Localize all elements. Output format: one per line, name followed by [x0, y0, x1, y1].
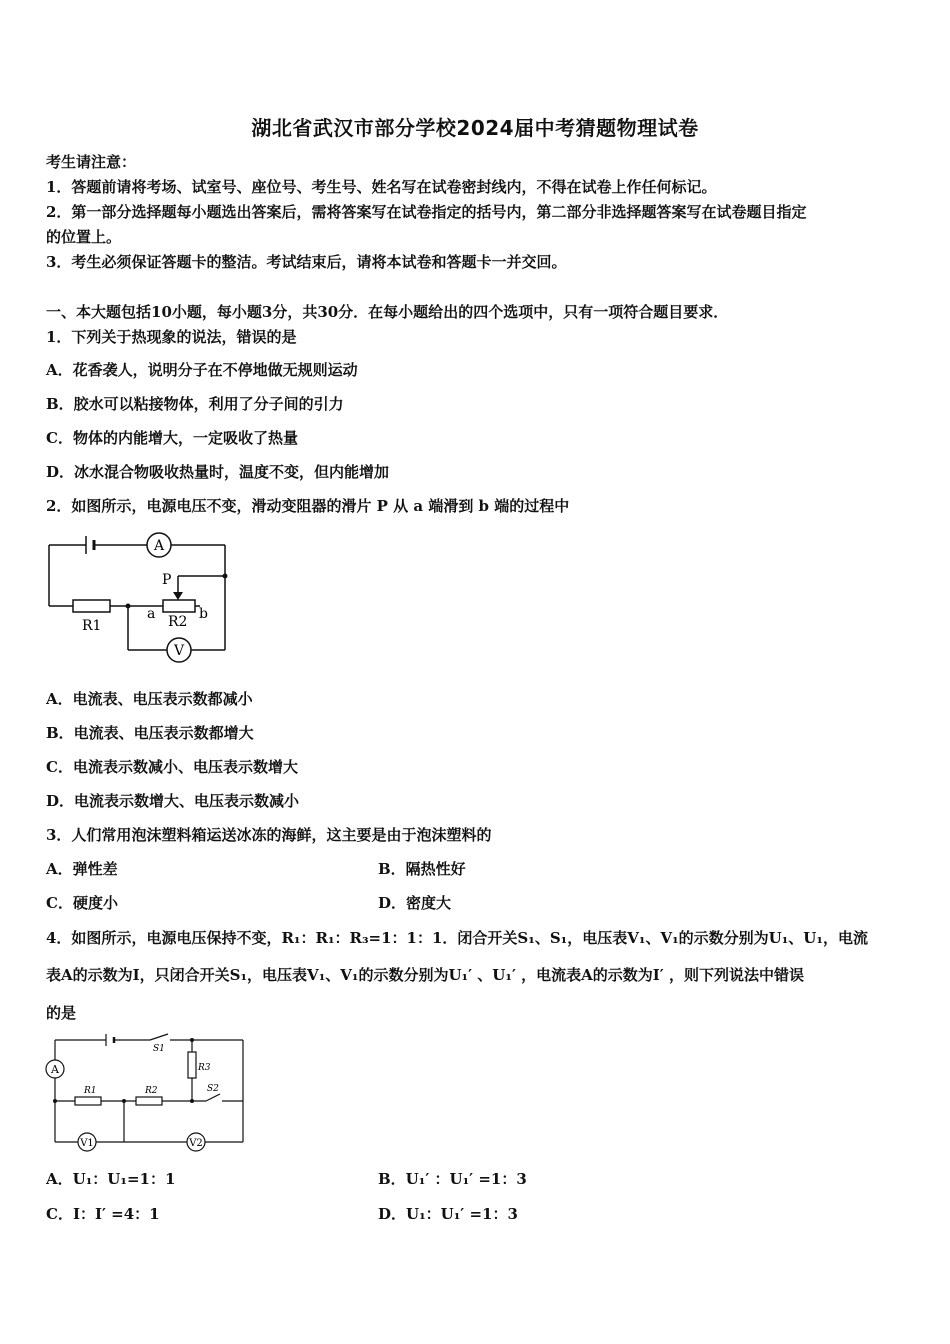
q2-option-b: B．电流表、电压表示数都增大: [46, 724, 254, 742]
q1-option-c: C．物体的内能增大，一定吸收了热量: [46, 429, 298, 447]
q1-option-b: B．胶水可以粘接物体，利用了分子间的引力: [46, 395, 344, 413]
s1-label: S1: [153, 1044, 165, 1054]
terminal-a-label: a: [147, 606, 156, 622]
r2-rheostat: [163, 600, 195, 612]
q2-option-a: A．电流表、电压表示数都减小: [46, 690, 253, 708]
q2-stem: 2．如图所示，电源电压不变，滑动变阻器的滑片 P 从 a 端滑到 b 端的过程中: [46, 497, 570, 515]
r1-resistor: [73, 600, 110, 612]
ammeter-label: A: [51, 1063, 59, 1076]
notice-item: 1．答题前请将考场、试室号、座位号、考生号、姓名写在试卷密封线内，不得在试卷上作任何标记。: [46, 178, 717, 196]
q3-stem: 3．人们常用泡沫塑料箱运送冰冻的海鲜，这主要是由于泡沫塑料的: [46, 826, 492, 844]
q3-option-a: A．弹性差: [46, 860, 118, 878]
slider-arrow-icon: [173, 592, 183, 600]
q4-circuit-diagram: [40, 1030, 255, 1155]
q4-stem-line3: 的是: [46, 1004, 77, 1022]
q2-option-c: C．电流表示数减小、电压表示数增大: [46, 758, 298, 776]
page-title: 湖北省武汉市部分学校2024届中考猜题物理试卷: [251, 116, 699, 140]
r1-label: R1: [82, 618, 102, 634]
q3-option-c: C．硬度小: [46, 894, 118, 912]
q1-stem: 1．下列关于热现象的说法，错误的是: [46, 328, 297, 346]
section-heading: 一、本大题包括10小题，每小题3分，共30分．在每小题给出的四个选项中，只有一项符合题目要求．: [46, 303, 729, 321]
r3-resistor: [188, 1052, 196, 1078]
q4-option-a: A．U₁：U₁=1：1: [46, 1170, 176, 1188]
terminal-b-label: b: [199, 606, 208, 622]
voltmeter-label: V: [173, 643, 185, 659]
slider-p-label: P: [162, 572, 172, 588]
ammeter-label: A: [153, 538, 165, 554]
v2-label: V2: [189, 1138, 203, 1149]
battery-symbol: [86, 536, 94, 554]
r2-label: R2: [168, 614, 188, 630]
r1-label: R1: [84, 1086, 97, 1096]
q4-option-b: B．U₁′ ：U₁′ =1：3: [378, 1170, 527, 1188]
notice-item: 3．考生必须保证答题卡的整洁。考试结束后，请将本试卷和答题卡一并交回。: [46, 253, 567, 271]
r3-label: R3: [198, 1063, 211, 1073]
battery-symbol: [106, 1034, 114, 1046]
r1-resistor: [75, 1097, 101, 1105]
q4-stem-line1: 4．如图所示，电源电压保持不变，R₁：R₁：R₃=1：1：1．闭合开关S₁、S₁，电压表V₁、V₁的示数分别为U₁、U₁，电流: [46, 929, 868, 947]
q2-circuit-diagram: [40, 528, 240, 668]
q1-option-a: A．花香袭人，说明分子在不停地做无规则运动: [46, 361, 358, 379]
q2-option-d: D．电流表示数增大、电压表示数减小: [46, 792, 300, 810]
notice-heading: 考生请注意：: [46, 153, 137, 171]
q3-option-d: D．密度大: [378, 894, 452, 912]
notice-item: 的位置上。: [46, 228, 122, 246]
v1-label: V1: [80, 1138, 94, 1149]
r2-resistor: [136, 1097, 162, 1105]
q3-option-b: B．隔热性好: [378, 860, 466, 878]
s2-label: S2: [207, 1084, 219, 1094]
notice-item: 2．第一部分选择题每小题选出答案后，需将答案写在试卷指定的括号内，第二部分非选择题答案写在试卷题目指定: [46, 203, 807, 221]
q1-option-d: D．冰水混合物吸收热量时，温度不变，但内能增加: [46, 463, 390, 481]
q4-option-d: D．U₁：U₁′ =1：3: [378, 1205, 518, 1223]
r2-label: R2: [145, 1086, 158, 1096]
q4-stem-line2: 表A的示数为I，只闭合开关S₁，电压表V₁、V₁的示数分别为U₁′ 、U₁′ ，电流表A的示数为I′ ，则下列说法中错误: [46, 966, 804, 984]
q4-option-c: C．I：I′ =4：1: [46, 1205, 160, 1223]
